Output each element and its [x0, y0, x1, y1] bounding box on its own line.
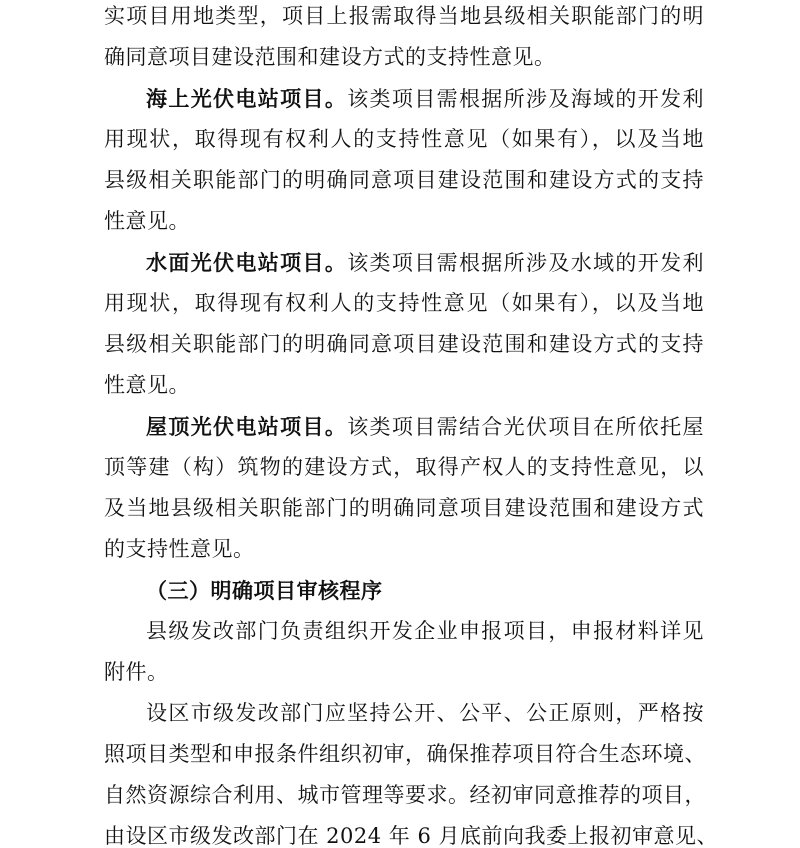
paragraph-offshore-pv-line-3: 县级相关职能部门的明确同意项目建设范围和建设方式的支持	[104, 168, 704, 192]
paragraph-rooftop-pv-line-3: 及当地县级相关职能部门的明确同意项目建设范围和建设方式	[104, 496, 704, 520]
paragraph-county-line-2: 附件。	[104, 660, 169, 684]
paragraph-rooftop-pv-line-2: 顶等建（构）筑物的建设方式，取得产权人的支持性意见，以	[104, 455, 704, 479]
section-heading-review-procedure: （三）明确项目审核程序	[146, 578, 383, 603]
offshore-pv-heading: 海上光伏电站项目。	[146, 86, 348, 111]
paragraph-city-line-3: 自然资源综合利用、城市管理等要求。经初审同意推荐的项目，	[104, 783, 706, 807]
paragraph-city-line-4: 由设区市级发改部门在 2024 年 6 月底前向我委上报初审意见、	[104, 824, 719, 848]
paragraph-line-1: 实项目用地类型，项目上报需取得当地县级相关职能部门的明	[104, 4, 704, 28]
paragraph-water-pv-line-3: 县级相关职能部门的明确同意项目建设范围和建设方式的支持	[104, 332, 704, 356]
paragraph-offshore-pv-line-1: 海上光伏电站项目。该类项目需根据所涉及海域的开发利	[146, 86, 704, 111]
paragraph-offshore-pv-line-2: 用现状，取得现有权利人的支持性意见（如果有），以及当地	[104, 127, 704, 151]
paragraph-city-line-2: 照项目类型和申报条件组织初审，确保推荐项目符合生态环境、	[104, 742, 706, 766]
paragraph-line-2: 确同意项目建设范围和建设方式的支持性意见。	[104, 45, 556, 69]
paragraph-rooftop-pv-line-1: 屋顶光伏电站项目。该类项目需结合光伏项目在所依托屋	[146, 414, 704, 439]
paragraph-water-pv-line-1: 水面光伏电站项目。该类项目需根据所涉及水域的开发利	[146, 250, 704, 275]
paragraph-offshore-pv-line-4: 性意见。	[104, 209, 190, 233]
paragraph-water-pv-line-2: 用现状，取得现有权利人的支持性意见（如果有），以及当地	[104, 291, 704, 315]
paragraph-county-line-1: 县级发改部门负责组织开发企业申报项目，申报材料详见	[146, 619, 704, 643]
rooftop-pv-heading: 屋顶光伏电站项目。	[146, 414, 348, 439]
paragraph-water-pv-line-4: 性意见。	[104, 373, 190, 397]
water-pv-heading: 水面光伏电站项目。	[146, 250, 348, 275]
paragraph-rooftop-pv-line-4: 的支持性意见。	[104, 537, 255, 561]
paragraph-city-line-1: 设区市级发改部门应坚持公开、公平、公正原则，严格按	[146, 701, 704, 725]
